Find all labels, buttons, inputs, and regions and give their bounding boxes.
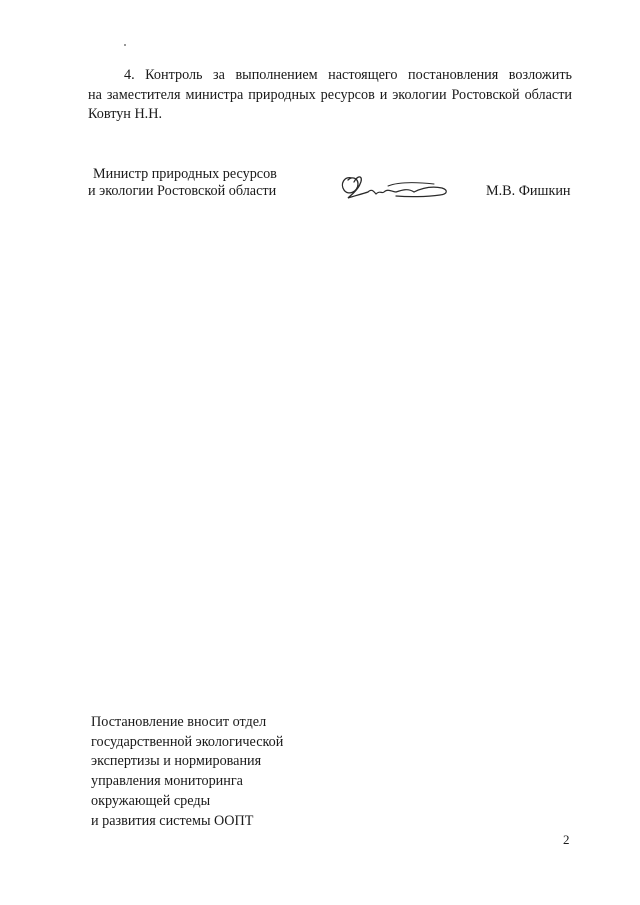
note-line: экспертизы и нормирования (91, 753, 262, 770)
note-line: Постановление вносит отдел (91, 714, 267, 730)
signatory-title-line: Министр природных ресурсов (93, 166, 277, 182)
paragraph-line: 4. Контроль за выполнением настоящего постановления возложить (124, 67, 572, 83)
paragraph-line: на заместителя министра природных ресурсов и экологии Ростовской области (88, 86, 572, 103)
handwritten-signature (336, 170, 456, 206)
signatory-title-line: и экологии Ростовской области (88, 183, 277, 199)
note-line: государственной экологической (91, 733, 284, 750)
page-number: 2 (563, 832, 570, 847)
scan-speck (124, 44, 126, 46)
signatory-title (88, 166, 277, 200)
paragraph-item-4 (88, 66, 572, 125)
signatory-name: М.В. Фишкин (486, 183, 571, 199)
note-line: и развития системы ООПТ (91, 812, 254, 829)
note-line: окружающей среды (91, 792, 211, 809)
note-line: управления мониторинга (91, 773, 243, 790)
submitted-by-note (91, 713, 283, 831)
paragraph-line: Ковтун Н.Н. (88, 106, 163, 122)
